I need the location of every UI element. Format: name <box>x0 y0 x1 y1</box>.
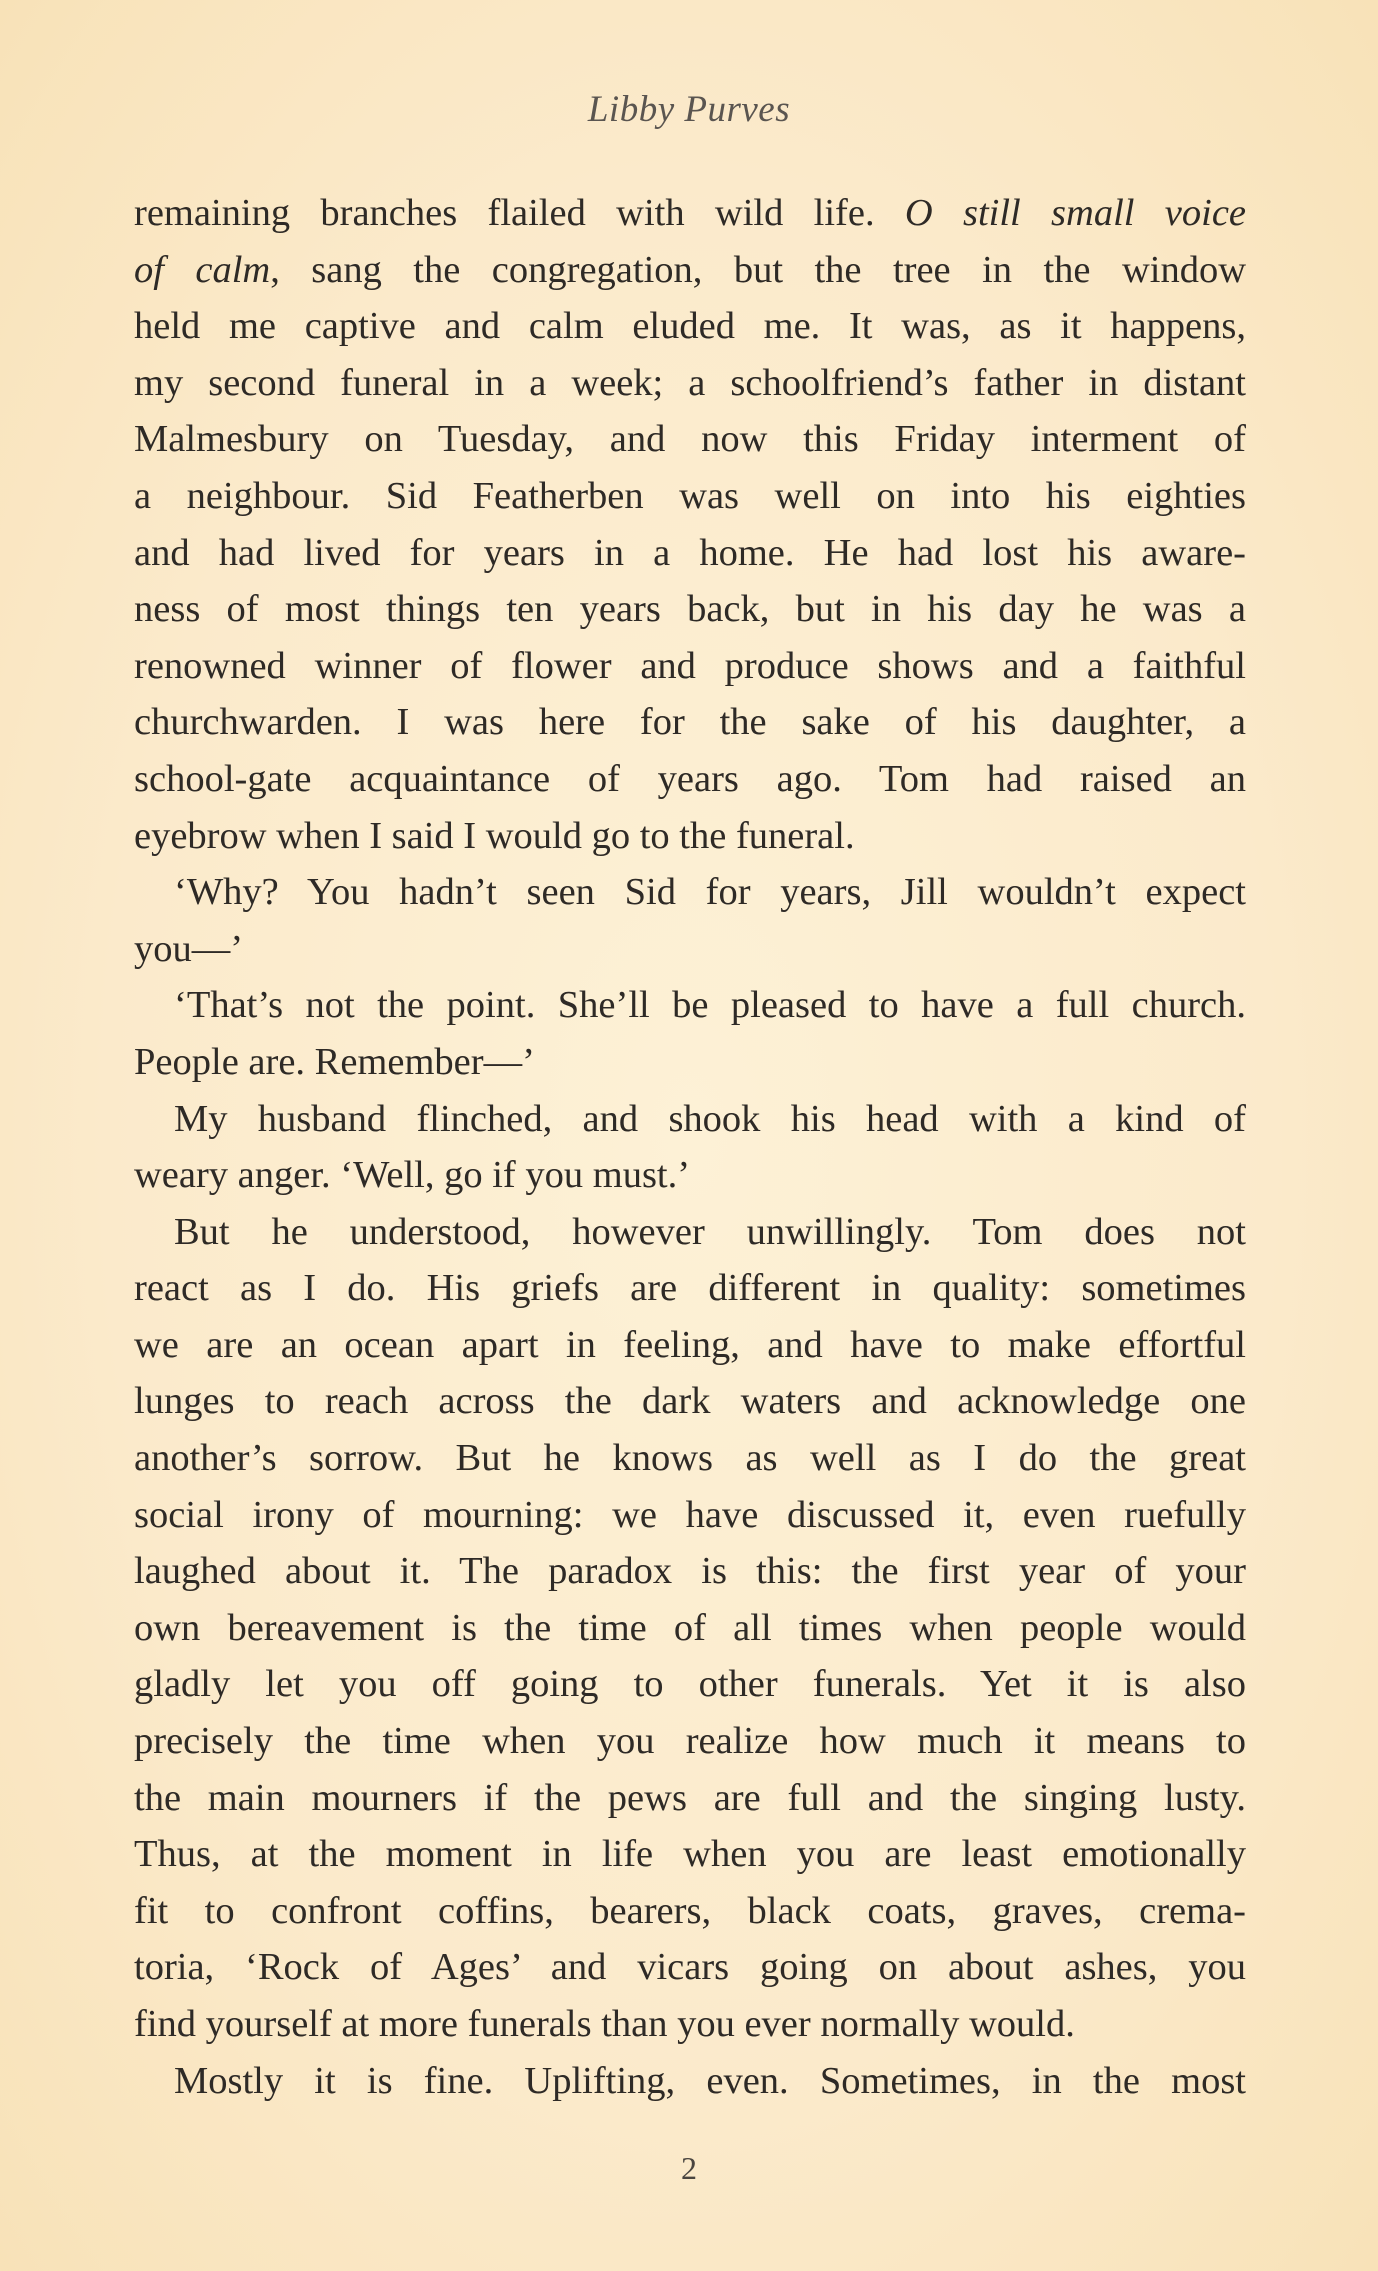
text-line: remaining branches flailed with wild life. O still small voice <box>134 192 1246 234</box>
text-line: a neighbour. Sid Featherben was well on into his eighties <box>134 474 1246 517</box>
text-line: ‘That’s not the point. She’ll be pleased to have a full church. <box>174 984 1246 1027</box>
text-line: ‘Why? You hadn’t seen Sid for years, Jill wouldn’t expect <box>174 871 1246 914</box>
text-line: ness of most things ten years back, but in his day he was a <box>134 588 1246 631</box>
text-line: own bereavement is the time of all times when people would <box>134 1606 1246 1649</box>
text-line: and had lived for years in a home. He had lost his aware- <box>134 531 1246 574</box>
text-line: precisely the time when you realize how much it means to <box>134 1720 1246 1763</box>
text-line: weary anger. ‘Well, go if you must.’ <box>134 1154 691 1197</box>
text-line: People are. Remember—’ <box>134 1040 535 1083</box>
text-line: social irony of mourning: we have discussed it, even ruefully <box>134 1493 1246 1536</box>
text-line: Malmesbury on Tuesday, and now this Friday interment of <box>134 418 1246 461</box>
text-line: renowned winner of flower and produce shows and a faithful <box>134 644 1246 687</box>
text-line: fit to confront coffins, bearers, black coats, graves, crema- <box>134 1889 1246 1932</box>
text-line: But he understood, however unwillingly. Tom does not <box>174 1210 1246 1253</box>
text-line: Thus, at the moment in life when you are least emotionally <box>134 1833 1246 1876</box>
text-line: the main mourners if the pews are full and the singing lusty. <box>134 1776 1246 1819</box>
hymn-title: O still small voice <box>904 192 1246 234</box>
text-line: held me captive and calm eluded me. It was, as it happens, <box>134 305 1246 348</box>
hymn-title: of calm <box>134 248 271 291</box>
text-line: lunges to reach across the dark waters and acknowledge one <box>134 1380 1246 1423</box>
text-line: My husband flinched, and shook his head with a kind of <box>174 1097 1246 1140</box>
text-line: eyebrow when I said I would go to the funeral. <box>134 814 855 857</box>
text-line: of calm, sang the congregation, but the tree in the window <box>134 248 1246 291</box>
text-line: my second funeral in a week; a schoolfriend’s father in distant <box>134 361 1246 404</box>
text-line: you—’ <box>134 927 244 970</box>
text-line: we are an ocean apart in feeling, and have to make effortful <box>134 1323 1246 1366</box>
text-line: school-gate acquaintance of years ago. Tom had raised an <box>134 757 1246 800</box>
text-line: another’s sorrow. But he knows as well as I do the great <box>134 1437 1246 1480</box>
text-line: gladly let you off going to other funerals. Yet it is also <box>134 1663 1246 1706</box>
running-head-author: Libby Purves <box>587 89 791 130</box>
text-line: toria, ‘Rock of Ages’ and vicars going on about ashes, you <box>134 1946 1246 1989</box>
text-line: find yourself at more funerals than you ever normally would. <box>134 2003 1075 2045</box>
text-line: Mostly it is fine. Uplifting, even. Sometimes, in the most <box>174 2059 1246 2102</box>
text-line: laughed about it. The paradox is this: the first year of your <box>134 1550 1246 1593</box>
body-text <box>134 185 1246 2109</box>
text-line: react as I do. His griefs are different in quality: sometimes <box>134 1267 1246 1310</box>
text-line: churchwarden. I was here for the sake of his daughter, a <box>134 701 1246 744</box>
page-number: 2 <box>681 2150 697 2186</box>
